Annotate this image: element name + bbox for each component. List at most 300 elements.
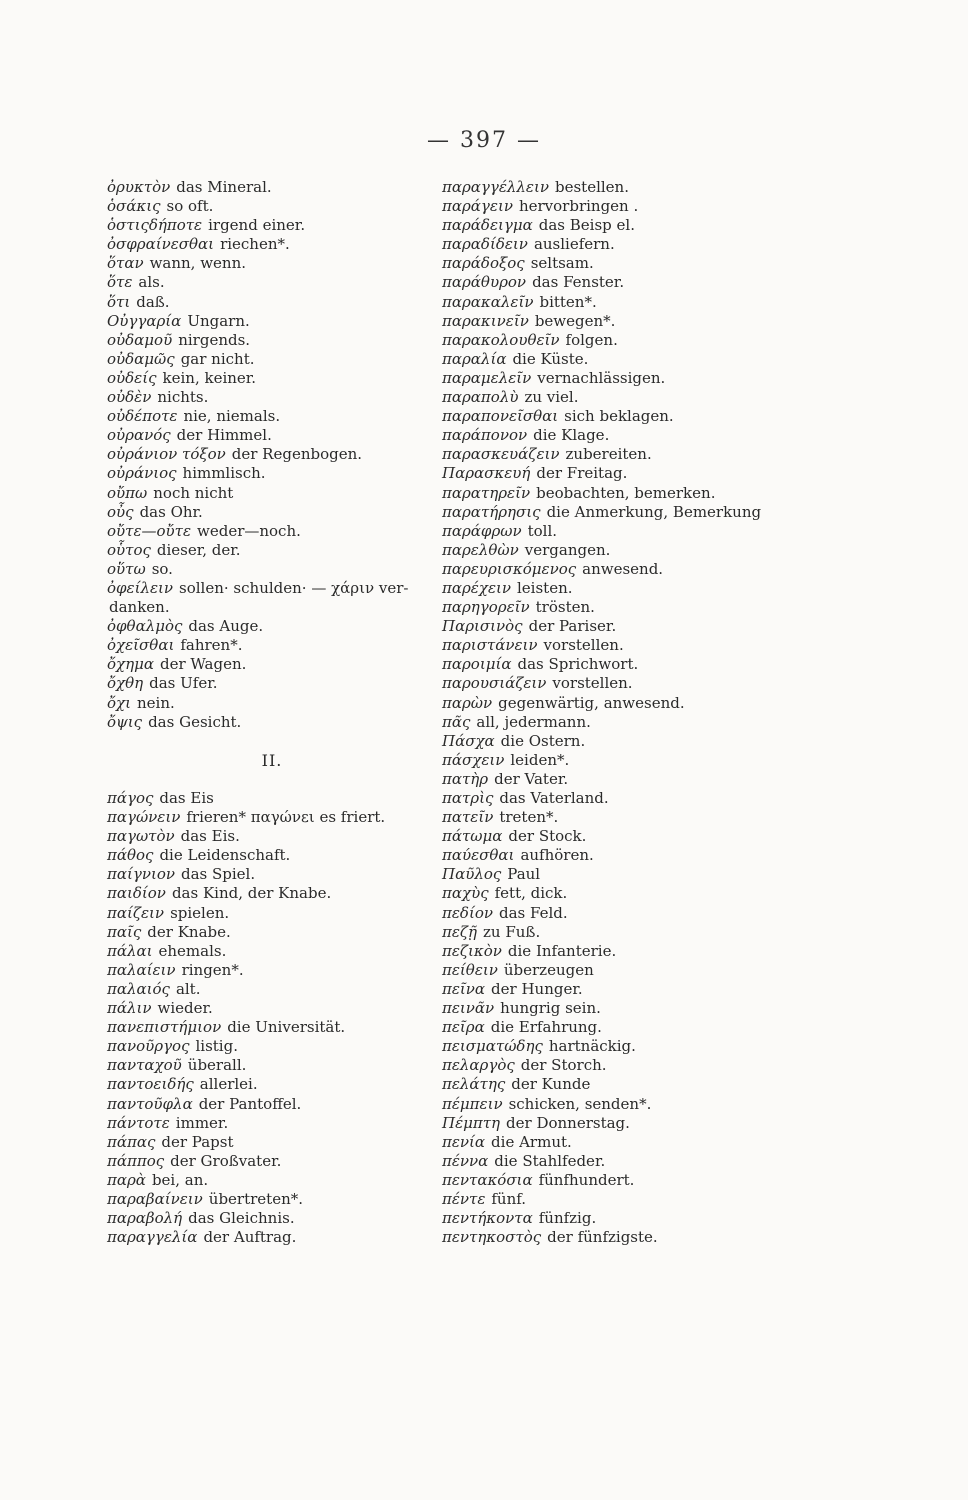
dictionary-entry [442,827,862,846]
german-translation: das Gesicht. [148,712,242,731]
dictionary-entry [107,178,437,197]
greek-headword: οὔτε—οὔτε [107,521,191,540]
dictionary-entry [442,235,862,254]
greek-headword: πεζῇ [442,922,478,941]
dictionary-entry [442,751,862,770]
greek-headword: παράθυρον [442,273,527,292]
german-translation: all, jedermann. [476,712,591,731]
greek-headword: παρατήρησις [442,502,541,521]
german-translation: beobachten, bemerken. [536,483,716,502]
german-translation: als. [138,273,165,292]
greek-headword: πᾶς [442,712,471,731]
dictionary-entry [107,808,437,827]
german-translation: vergangen. [524,540,611,559]
german-translation: danken. [109,598,170,617]
german-translation: kein, keiner. [162,368,257,387]
dictionary-entry [442,1209,862,1228]
german-translation: hartnäckig. [548,1037,636,1056]
dictionary-entry [442,445,862,464]
dictionary-entry [107,235,437,254]
section-heading: II. [261,750,283,770]
greek-headword: πατὴρ [442,769,489,788]
german-translation: der Kunde [511,1075,591,1094]
greek-headword: παρουσιάζειν [442,674,547,693]
dictionary-entry [107,1190,437,1209]
dictionary-entry [107,713,437,732]
dictionary-entry [442,178,862,197]
greek-headword: παραβολή [107,1209,183,1228]
german-translation: wieder. [157,999,213,1018]
greek-headword: παράπονον [442,426,528,445]
german-translation: zu Fuß. [483,922,541,941]
greek-headword: παραβαίνειν [107,1189,203,1208]
german-translation: anwesend. [582,559,664,578]
dictionary-entry [107,636,437,655]
german-translation: überall. [187,1056,247,1075]
greek-headword: πάτωμα [442,827,503,846]
greek-headword: οὐράνιον τόξον [107,445,226,464]
dictionary-entry [107,999,437,1018]
dictionary-entry [442,1133,862,1152]
greek-headword: παῖς [107,922,142,941]
german-translation: leisten. [517,578,573,597]
greek-headword: Παῦλος [442,865,502,884]
german-translation: das Beisp el. [538,216,635,235]
dictionary-entry [107,1075,437,1094]
greek-headword: παρασκευάζειν [442,445,560,464]
german-translation: der Vater. [494,769,569,788]
greek-headword: παραγγέλλειν [442,178,549,196]
german-translation: vorstellen. [543,636,624,655]
german-translation: noch nicht [153,483,234,502]
greek-headword: ὁσάκις [107,197,161,216]
german-translation: nie, niemals. [183,407,281,426]
german-translation: die Erfahrung. [490,1018,602,1037]
german-translation: das Eis. [180,827,240,846]
dictionary-entry [107,484,437,503]
greek-headword: πεῖνα [442,979,486,998]
greek-headword: πεισματώδης [442,1037,543,1056]
dictionary-entry [442,350,862,369]
german-translation: der Wagen. [160,655,247,674]
greek-headword: παριστάνειν [442,636,538,655]
greek-headword: πεντηκοστὸς [442,1228,542,1247]
dictionary-entry [442,331,862,350]
dictionary-entry [107,541,437,560]
german-translation: übertreten*. [208,1189,304,1208]
german-translation: überzeugen [503,960,594,979]
greek-headword: πανεπιστήμιον [107,1018,222,1037]
dictionary-entry [107,674,437,693]
dictionary-entry [442,1171,862,1190]
dictionary-entry [442,464,862,483]
greek-headword: παίζειν [107,903,165,922]
dictionary-entry [442,884,862,903]
german-translation: immer. [175,1113,229,1132]
dictionary-entry [107,789,437,808]
german-translation: seltsam. [530,254,594,273]
greek-headword: οὐδαμοῦ [107,330,173,349]
dictionary-entry [107,846,437,865]
greek-headword: ὅταν [107,254,144,273]
german-translation: die Leidenschaft. [159,846,291,865]
greek-headword: πάθος [107,846,154,865]
german-translation: das Fenster. [532,273,625,292]
german-translation: zubereiten. [565,445,652,464]
german-translation: die Infanterie. [507,941,617,960]
greek-headword: παχὺς [442,884,489,903]
greek-headword: παρὰ [107,1170,146,1189]
greek-headword: Πάσχα [442,731,495,750]
german-translation: nirgends. [178,330,251,349]
german-translation: die Anmerkung, Bemerkung [546,502,762,521]
greek-headword: οὐδείς [107,368,157,387]
dictionary-entry [107,254,437,273]
dictionary-entry [442,923,862,942]
dictionary-entry [442,1228,862,1247]
greek-headword: πάντοτε [107,1113,170,1132]
dictionary-entry [442,407,862,426]
german-translation: folgen. [565,330,618,349]
german-translation: daß. [136,292,170,311]
german-translation: das Eis [159,789,214,807]
german-translation: allerlei. [199,1075,258,1094]
german-translation: der Papst [161,1132,234,1151]
dictionary-entry [442,732,862,751]
dictionary-entry [442,999,862,1018]
greek-headword: πεδίον [442,903,493,922]
spacer [107,732,437,751]
dictionary-entry [107,388,437,407]
german-translation: bei, an. [151,1170,209,1189]
dictionary-entry [442,426,862,445]
greek-headword: Παρασκευή [442,464,531,483]
german-translation: der Stock. [508,827,587,846]
german-translation: so oft. [166,197,214,216]
greek-headword: παραμελεῖν [442,368,532,387]
greek-headword: ὅτε [107,273,133,292]
dictionary-entry [442,1114,862,1133]
german-translation: das Auge. [188,617,264,636]
greek-headword: Παρισινὸς [442,617,523,636]
greek-headword: παρακινεῖν [442,311,529,330]
greek-headword: παροιμία [442,655,512,674]
dictionary-entry [442,674,862,693]
greek-headword: παίγνιον [107,865,175,884]
greek-headword: οὐρανός [107,426,171,445]
german-translation: bewegen*. [534,311,616,330]
german-translation: schicken, senden*. [508,1094,652,1113]
dictionary-entry [442,942,862,961]
greek-headword: πανοῦργος [107,1037,190,1056]
german-translation: das Ohr. [139,502,203,521]
german-translation: das Vaterland. [499,789,609,807]
german-translation: der Regenbogen. [231,445,363,464]
greek-headword: πεντήκοντα [442,1209,533,1228]
dictionary-entry [442,1037,862,1056]
dictionary-entry [107,331,437,350]
dictionary-entry [107,312,437,331]
german-translation: der Himmel. [176,426,272,445]
greek-headword: παραπολὺ [442,388,519,407]
german-translation: dieser, der. [156,540,241,559]
greek-headword: παρελθὼν [442,540,519,559]
greek-headword: πάγος [107,789,154,807]
dictionary-entry [442,293,862,312]
dictionary-entry [107,1018,437,1037]
german-translation: das Feld. [498,903,568,922]
greek-headword: πατεῖν [442,808,494,827]
dictionary-entry [107,216,437,235]
dictionary-entry [442,694,862,713]
greek-headword: παρατηρεῖν [442,483,531,502]
greek-headword: οὔπω [107,483,148,502]
dictionary-entry [442,197,862,216]
dictionary-entry [442,1056,862,1075]
dictionary-entry [107,1133,437,1152]
german-translation: riechen*. [220,235,290,254]
dictionary-entry [107,1209,437,1228]
dictionary-entry [107,942,437,961]
dictionary-entry [107,579,437,598]
greek-headword: ὄψις [107,712,143,731]
dictionary-entry [442,1075,862,1094]
german-translation: das Mineral. [176,178,272,196]
dictionary-entry [442,216,862,235]
german-translation: fett, dick. [494,884,568,903]
greek-headword: πάππος [107,1151,165,1170]
german-translation: zu viel. [524,388,579,407]
greek-headword: παγώνειν [107,808,181,827]
spacer [107,770,437,789]
dictionary-entry [442,273,862,292]
greek-headword: παρευρισκόμενος [442,559,577,578]
german-translation: die Universität. [227,1018,346,1037]
dictionary-entry [107,350,437,369]
german-translation: der fünfzigste. [547,1228,658,1247]
dictionary-entry [442,904,862,923]
german-translation: alt. [175,979,201,998]
greek-headword: παρὼν [442,693,493,712]
german-translation: himmlisch. [182,464,266,483]
greek-headword: παρέχειν [442,578,511,597]
dictionary-entry [107,1171,437,1190]
greek-headword: πεῖρα [442,1018,485,1037]
german-translation: ausliefern. [533,235,615,254]
dictionary-entry [442,522,862,541]
german-translation: das Spiel. [180,865,256,884]
german-translation: vernachlässigen. [537,368,666,387]
dictionary-entry [442,846,862,865]
greek-headword: πάλιν [107,999,152,1018]
german-translation: spielen. [170,903,230,922]
dictionary-entry [107,655,437,674]
dictionary-entry [442,1018,862,1037]
german-translation: vorstellen. [552,674,633,693]
german-translation: gegenwärtig, anwesend. [498,693,685,712]
dictionary-entry [442,579,862,598]
dictionary-entry [442,484,862,503]
greek-headword: παιδίον [107,884,166,903]
german-translation: treten*. [499,808,559,827]
german-translation: bestellen. [554,178,629,196]
greek-headword: παραγγελία [107,1228,198,1247]
dictionary-entry [442,369,862,388]
german-translation: die Küste. [512,349,589,368]
german-translation: nichts. [157,388,209,407]
greek-headword: παγωτὸν [107,827,175,846]
german-translation: so. [151,559,173,578]
german-translation: sollen· schulden· — χάριν ver- [179,578,409,597]
german-translation: hungrig sein. [500,999,601,1018]
greek-headword: πελάτης [442,1075,506,1094]
greek-headword: οὐδαμῶς [107,349,175,368]
german-translation: das Sprichwort. [517,655,639,674]
greek-headword: παράγειν [442,197,513,216]
dictionary-entry [442,388,862,407]
greek-headword: πέντε [442,1189,486,1208]
dictionary-entry [107,617,437,636]
greek-headword: πελαργὸς [442,1056,515,1075]
page-number: — 397 — [427,128,541,153]
greek-headword: παραπονεῖσθαι [442,407,559,426]
german-translation: der Knabe. [147,922,231,941]
german-translation: der Großvater. [170,1151,282,1170]
dictionary-entry [442,789,862,808]
greek-headword: πεντακόσια [442,1170,533,1189]
dictionary-entry [107,827,437,846]
german-translation: aufhören. [520,846,594,865]
dictionary-entry [442,961,862,980]
dictionary-entry [107,445,437,464]
greek-headword: πεινᾶν [442,999,495,1018]
greek-headword: πανταχοῦ [107,1056,182,1075]
greek-headword: παλαιός [107,979,170,998]
dictionary-entry [107,407,437,426]
greek-headword: οὖς [107,502,134,521]
greek-headword: πέννα [442,1151,489,1170]
dictionary-entry [107,273,437,292]
dictionary-entry [107,1095,437,1114]
dictionary-entry [442,598,862,617]
german-translation: der Donnerstag. [506,1113,630,1132]
german-translation: irgend einer. [208,216,306,235]
greek-headword: ὀχεῖσθαι [107,636,175,655]
dictionary-entry [107,293,437,312]
greek-headword: οὐδὲν [107,388,152,407]
greek-headword: παράφρων [442,521,522,540]
german-translation: sich beklagen. [564,407,674,426]
dictionary-entry [442,312,862,331]
greek-headword: πάλαι [107,941,153,960]
greek-headword: πατρὶς [442,789,494,807]
german-translation: fahren*. [180,636,243,655]
greek-headword: πεζικὸν [442,941,502,960]
dictionary-entry [442,541,862,560]
german-translation: der Pantoffel. [198,1094,302,1113]
greek-headword: πέμπειν [442,1094,503,1113]
greek-headword: οὐδέποτε [107,407,178,426]
dictionary-entry [442,617,862,636]
german-translation: fünfhundert. [538,1170,635,1189]
greek-headword: παράδειγμα [442,216,533,235]
german-translation: ringen*. [181,960,244,979]
greek-headword: ὀφείλειν [107,578,174,597]
greek-headword: ὄχθη [107,674,144,693]
dictionary-entry [107,1056,437,1075]
dictionary-entry [107,923,437,942]
german-translation: die Armut. [491,1132,572,1151]
german-translation: das Gleichnis. [188,1209,295,1228]
dictionary-entry [107,560,437,579]
dictionary-entry [442,865,862,884]
german-translation: der Pariser. [528,617,617,636]
german-translation: der Storch. [520,1056,607,1075]
german-translation: toll. [527,521,558,540]
greek-headword: ὄχημα [107,655,154,674]
greek-headword: πάσχειν [442,750,505,769]
dictionary-entry [107,503,437,522]
german-translation: die Klage. [533,426,610,445]
german-translation: bitten*. [539,292,597,311]
dictionary-entry [442,1190,862,1209]
dictionary-entry [107,197,437,216]
greek-headword: οὗτος [107,540,151,559]
dictionary-entry [107,426,437,445]
german-translation: trösten. [535,598,595,617]
german-translation: listig. [195,1037,238,1056]
german-translation: frieren* παγώνει es friert. [186,808,386,827]
dictionary-entry [442,980,862,999]
greek-headword: παύεσθαι [442,846,515,865]
dictionary-entry [107,1152,437,1171]
dictionary-entry [442,655,862,674]
german-translation: weder—noch. [197,521,301,540]
greek-headword: ὅτι [107,292,131,311]
greek-headword: παρακαλεῖν [442,292,534,311]
german-translation: die Stahlfeder. [494,1151,606,1170]
greek-headword: πείθειν [442,960,498,979]
greek-headword: παλαίειν [107,960,176,979]
dictionary-entry [107,980,437,999]
greek-headword: ὀσφραίνεσθαι [107,235,215,254]
greek-headword: ὀφθαλμὸς [107,617,183,636]
dictionary-entry [442,770,862,789]
greek-headword: ὀρυκτὸν [107,178,171,196]
german-translation: der Hunger. [491,979,583,998]
german-translation: Paul [507,865,541,884]
dictionary-entry [442,254,862,273]
german-translation: das Kind, der Knabe. [171,884,332,903]
dictionary-entry [107,1037,437,1056]
greek-headword: παρακολουθεῖν [442,330,560,349]
german-translation: die Ostern. [500,731,586,750]
dictionary-entry [442,1095,862,1114]
greek-headword: Οὐγγαρία [107,311,182,330]
dictionary-entry [107,522,437,541]
greek-headword: παρηγορεῖν [442,598,530,617]
dictionary-entry [107,694,437,713]
german-translation: fünf. [491,1189,527,1208]
dictionary-entry [442,636,862,655]
german-translation: fünfzig. [538,1209,597,1228]
dictionary-entry [107,369,437,388]
dictionary-entry [107,865,437,884]
greek-headword: ὁστιςδήποτε [107,216,203,235]
german-translation: ehemals. [158,941,227,960]
dictionary-entry [442,503,862,522]
dictionary-entry [107,1114,437,1133]
